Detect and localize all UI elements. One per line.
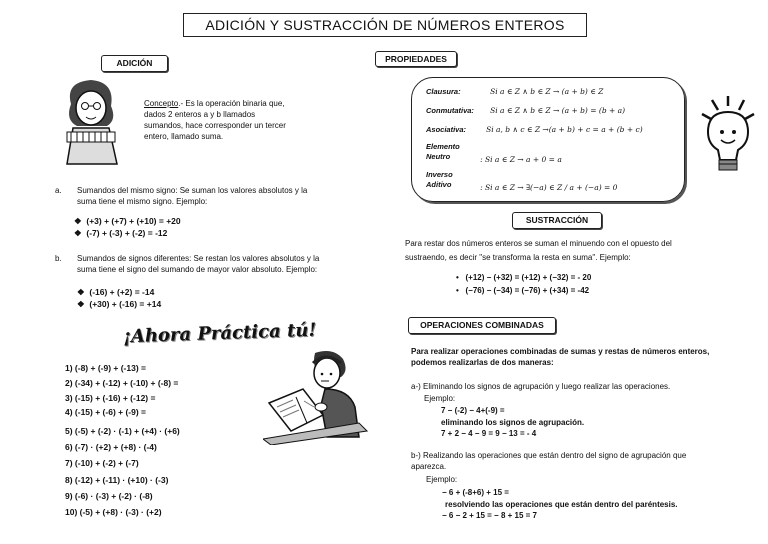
property-label-line-2: Aditivo bbox=[426, 180, 452, 189]
property-elemento-neutro bbox=[426, 142, 562, 165]
page-title: ADICIÓN Y SUSTRACCIÓN DE NÚMEROS ENTEROS bbox=[183, 13, 587, 37]
metodo-a-steps bbox=[441, 405, 584, 440]
property-conmutativa bbox=[426, 106, 625, 115]
concepto-line-1: Es la operación binaria que, bbox=[185, 99, 285, 108]
sustraccion-line-2: sustraendo, es decir "se transforma la resta en suma". Ejemplo: bbox=[405, 253, 631, 262]
example-text: (-16) + (+2) = -14 bbox=[89, 287, 155, 297]
metodo-b-ejemplo-label: Ejemplo: bbox=[426, 475, 458, 484]
example-text: (+3) + (+7) + (+10) = +20 bbox=[86, 216, 181, 226]
rule-a-line-1: Sumandos del mismo signo: Se suman los valores absolutos y la bbox=[77, 186, 308, 195]
rule-a-example-1 bbox=[74, 215, 181, 227]
practice-item: 6) (-7) · (+2) + (+8) · (-4) bbox=[65, 442, 157, 452]
practice-item: 10) (-5) + (+8) · (-3) · (+2) bbox=[65, 507, 162, 517]
example-text: (+12) − (+32) = (+12) + (−32) = - 20 bbox=[465, 273, 592, 282]
property-formula: : Si a ∈ Z → a + 0 = a bbox=[480, 154, 562, 164]
metodo-a-heading: a-) Eliminando los signos de agrupación y luego realizar las operaciones. bbox=[411, 382, 671, 391]
rule-b-line-1: Sumandos de signos diferentes: Se restan los valores absolutos y la bbox=[77, 254, 320, 263]
metodo-b-step: − 6 + (-8+6) + 15 = bbox=[442, 488, 509, 497]
practice-item: 1) (-8) + (-9) + (-13) = bbox=[65, 363, 147, 373]
practice-item: 9) (-6) · (-3) + (-2) · (-8) bbox=[65, 491, 153, 501]
property-formula: Si a, b ∧ c ∈ Z →(a + b) + c = a + (b + c) bbox=[486, 125, 643, 134]
concepto-line-2: dados 2 enteros a y b llamados bbox=[144, 110, 256, 119]
property-label-line-1: Elemento bbox=[426, 142, 460, 151]
rule-b-example-2 bbox=[77, 298, 161, 310]
practice-item: 3) (-15) + (-16) + (-12) = bbox=[65, 393, 156, 403]
property-clausura bbox=[426, 87, 603, 96]
concepto-line-3: sumandos, hace corresponder un tercer bbox=[144, 121, 286, 130]
rule-b-line-2: suma tiene el signo del sumando de mayor valor absoluto. Ejemplo: bbox=[77, 265, 318, 274]
rule-a-line-2: suma tiene el mismo signo. Ejemplo: bbox=[77, 197, 208, 206]
combinadas-tag: OPERACIONES COMBINADAS bbox=[408, 317, 556, 334]
concepto-label: Concepto bbox=[144, 99, 179, 108]
property-inverso-aditivo bbox=[426, 170, 617, 193]
example-text: (+30) + (-16) = +14 bbox=[89, 299, 162, 309]
metodo-a-ejemplo-label: Ejemplo: bbox=[424, 394, 456, 403]
metodo-b-heading-line-1: b-) Realizando las operaciones que están dentro del signo de agrupación que bbox=[411, 451, 687, 460]
property-label bbox=[426, 170, 478, 190]
rule-b-text bbox=[77, 253, 362, 275]
concepto-text: Concepto.- Es la operación binaria que, dados 2 enteros a y b llamados sumandos, hace corresponder un tercer entero, llamado suma. bbox=[144, 99, 286, 141]
practice-item: 8) (-12) + (-11) · (+10) · (-3) bbox=[65, 475, 169, 485]
diamond-bullet-icon: ❖ bbox=[74, 216, 82, 226]
concepto-line-4: entero, llamado suma. bbox=[144, 132, 224, 141]
lightbulb-icon bbox=[694, 94, 760, 174]
example-text: (-7) + (-3) + (-2) = -12 bbox=[86, 228, 168, 238]
property-label-line-1: Inverso bbox=[426, 170, 453, 179]
metodo-b-heading-line-2: aparezca. bbox=[411, 462, 447, 471]
rule-b-marker: b. bbox=[55, 254, 62, 263]
teacher-illustration bbox=[57, 74, 127, 166]
metodo-b-heading bbox=[411, 450, 751, 472]
practica-heading: ¡Ahora Práctica tú! bbox=[122, 319, 317, 348]
diamond-bullet-icon: ❖ bbox=[77, 299, 85, 309]
metodo-a-step: 7 − (-2) − 4+(-9) = bbox=[441, 406, 505, 415]
combinadas-intro bbox=[411, 346, 751, 368]
sustraccion-text bbox=[405, 237, 740, 265]
bullet-icon: • bbox=[456, 273, 459, 282]
bullet-icon: • bbox=[456, 286, 459, 295]
metodo-b-step: resolviendo las operaciones que están dentro del paréntesis. bbox=[445, 499, 678, 509]
sustraccion-example-2 bbox=[456, 285, 589, 296]
practice-item: 4) (-15) + (-6) + (-9) = bbox=[65, 407, 147, 417]
adicion-tag: ADICIÓN bbox=[101, 55, 168, 72]
metodo-b-steps bbox=[442, 487, 678, 522]
rule-a-example-2 bbox=[74, 227, 167, 239]
property-label: Conmutativa: bbox=[426, 106, 474, 115]
metodo-a-step: eliminando los signos de agrupación. bbox=[441, 417, 585, 427]
sustraccion-tag: SUSTRACCIÓN bbox=[512, 212, 602, 229]
rule-a-text bbox=[77, 185, 359, 207]
rule-b-example-1 bbox=[77, 286, 154, 298]
metodo-b-step: − 6 − 2 + 15 = − 8 + 15 = 7 bbox=[442, 511, 537, 520]
property-label-line-2: Neutro bbox=[426, 152, 451, 161]
sustraccion-line-1: Para restar dos números enteros se suman el minuendo con el opuesto del bbox=[405, 239, 672, 248]
property-asociativa bbox=[426, 125, 643, 134]
property-label: Asociativa: bbox=[426, 125, 467, 134]
property-formula: : Si a ∈ Z → ∃(−a) ∈ Z / a + (−a) = 0 bbox=[480, 182, 618, 192]
metodo-a-step: 7 + 2 − 4 − 9 = 9 − 13 = - 4 bbox=[441, 429, 537, 438]
property-formula: Si a ∈ Z ∧ b ∈ Z → (a + b) = (b + a) bbox=[490, 106, 626, 115]
propiedades-panel bbox=[411, 77, 685, 202]
practice-item: 5) (-5) + (-2) · (-1) + (+4) · (+6) bbox=[65, 426, 180, 436]
diamond-bullet-icon: ❖ bbox=[77, 287, 85, 297]
propiedades-tag: PROPIEDADES bbox=[375, 51, 457, 67]
combinadas-intro-line-2: podemos realizarlas de dos maneras: bbox=[411, 358, 554, 367]
property-formula: Si a ∈ Z ∧ b ∈ Z → (a + b) ∈ Z bbox=[490, 87, 604, 96]
example-text: (−76) − (−34) = (−76) + (+34) = -42 bbox=[465, 286, 590, 295]
combinadas-intro-line-1: Para realizar operaciones combinadas de sumas y restas de números enteros, bbox=[411, 347, 710, 356]
practice-item: 7) (-10) + (-2) + (-7) bbox=[65, 458, 139, 468]
diamond-bullet-icon: ❖ bbox=[74, 228, 82, 238]
property-label bbox=[426, 142, 478, 162]
student-reading-illustration bbox=[263, 345, 368, 445]
sustraccion-example-1 bbox=[456, 272, 591, 283]
rule-a-marker: a. bbox=[55, 186, 62, 195]
property-label: Clausura: bbox=[426, 87, 461, 96]
practice-item: 2) (-34) + (-12) + (-10) + (-8) = bbox=[65, 378, 179, 388]
